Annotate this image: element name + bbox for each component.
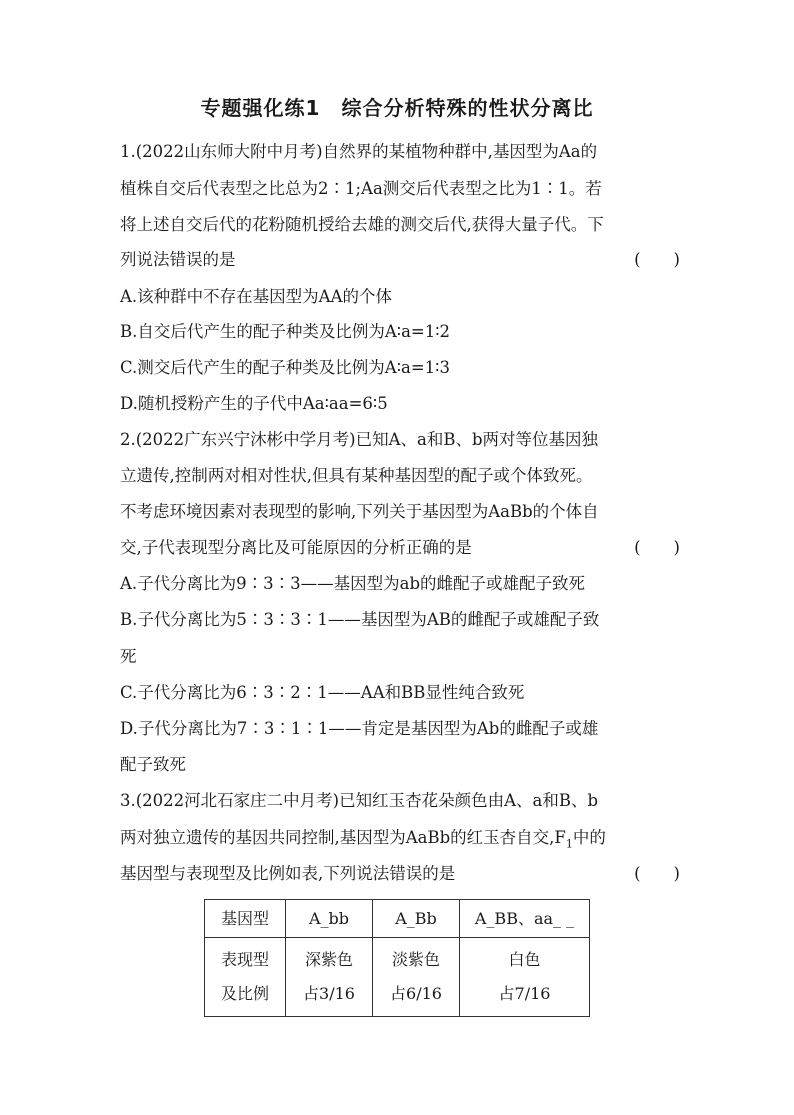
q2-option-d-line-2: 配子致死 xyxy=(120,755,186,774)
genotype-table xyxy=(204,899,590,1017)
q2-option-b-line-1: B.子代分离比为5∶3∶3∶1——基因型为AB的雌配子或雄配子致 xyxy=(120,610,600,629)
q2-option-a: A.子代分离比为9∶3∶3——基因型为ab的雌配子或雄配子致死 xyxy=(120,574,586,593)
q2-stem-line-1: 2.(2022广东兴宁沐彬中学月考)已知A、a和B、b两对等位基因独 xyxy=(120,430,599,449)
q1-option-c: C.测交后代产生的配子种类及比例为A∶a=1∶3 xyxy=(120,358,450,377)
cell-text: 表现型 xyxy=(220,950,269,969)
cell-text: 白色 xyxy=(508,950,541,969)
q2-stem-line-2: 立遗传,控制两对相对性状,但具有某种基因型的配子或个体致死。 xyxy=(120,466,593,485)
table-row xyxy=(205,938,590,1017)
q1-stem-line-4 xyxy=(120,248,680,272)
table-cell xyxy=(373,938,460,1017)
q1-option-d: D.随机授粉产生的子代中Aa∶aa=6∶5 xyxy=(120,394,388,413)
table-row xyxy=(205,900,590,938)
q2-stem-line-4 xyxy=(120,536,680,560)
q1-option-a: A.该种群中不存在基因型为AA的个体 xyxy=(120,287,392,306)
q3-stem-tail: 中的 xyxy=(572,828,606,847)
q1-answer-bracket: ( ) xyxy=(634,250,680,269)
q3-stem-line-1: 3.(2022河北石家庄二中月考)已知红玉杏花朵颜色由A、a和B、b xyxy=(120,791,599,810)
q2-option-d-line-1: D.子代分离比为7∶3∶1∶1——肯定是基因型为Ab的雌配子或雄 xyxy=(120,719,599,738)
q3-stem-text: 基因型与表现型及比例如表,下列说法错误的是 xyxy=(120,864,456,883)
q1-stem-line-3: 将上述自交后代的花粉随机授给去雄的测交后代,获得大量子代。下 xyxy=(120,215,604,234)
q3-stem-line-3 xyxy=(120,862,680,886)
cell-text: 及比例 xyxy=(220,984,269,1003)
q1-stem-text: 列说法错误的是 xyxy=(120,250,236,269)
page-title: 专题强化练1 综合分析特殊的性状分离比 xyxy=(200,96,594,120)
table-cell xyxy=(286,938,373,1017)
q3-answer-bracket: ( ) xyxy=(634,864,680,883)
q1-stem-line-1: 1.(2022山东师大附中月考)自然界的某植物种群中,基因型为Aa的 xyxy=(120,142,598,161)
subscript: 1 xyxy=(565,837,573,851)
cell-text: 占7/16 xyxy=(498,984,551,1003)
q1-stem-line-2: 植株自交后代表型之比总为2∶1;Aa测交后代表型之比为1∶1。若 xyxy=(120,179,602,198)
q2-stem-line-3: 不考虑环境因素对表现型的影响,下列关于基因型为AaBb的个体自 xyxy=(120,502,599,521)
cell-text: 占3/16 xyxy=(303,984,355,1003)
cell-text: 占6/16 xyxy=(390,984,442,1003)
table-header-cell: A_bb xyxy=(286,900,373,938)
q2-stem-text: 交,子代表现型分离比及可能原因的分析正确的是 xyxy=(120,538,472,557)
q3-stem-text: 两对独立遗传的基因共同控制,基因型为AaBb的红玉杏自交,F xyxy=(120,828,566,847)
q1-option-b: B.自交后代产生的配子种类及比例为A∶a=1∶2 xyxy=(120,322,451,341)
table-cell xyxy=(205,938,286,1017)
table-header-cell: A_BB、aa_ _ xyxy=(460,900,590,938)
q2-answer-bracket: ( ) xyxy=(634,538,680,557)
table-header-cell: 基因型 xyxy=(205,900,286,938)
table-cell xyxy=(460,938,590,1017)
q2-option-b-line-2: 死 xyxy=(120,647,137,666)
table-header-cell: A_Bb xyxy=(373,900,460,938)
q3-stem-line-2 xyxy=(120,826,680,856)
q2-option-c: C.子代分离比为6∶3∶2∶1——AA和BB显性纯合致死 xyxy=(120,683,525,702)
cell-text: 深紫色 xyxy=(304,950,353,969)
cell-text: 淡紫色 xyxy=(391,950,440,969)
